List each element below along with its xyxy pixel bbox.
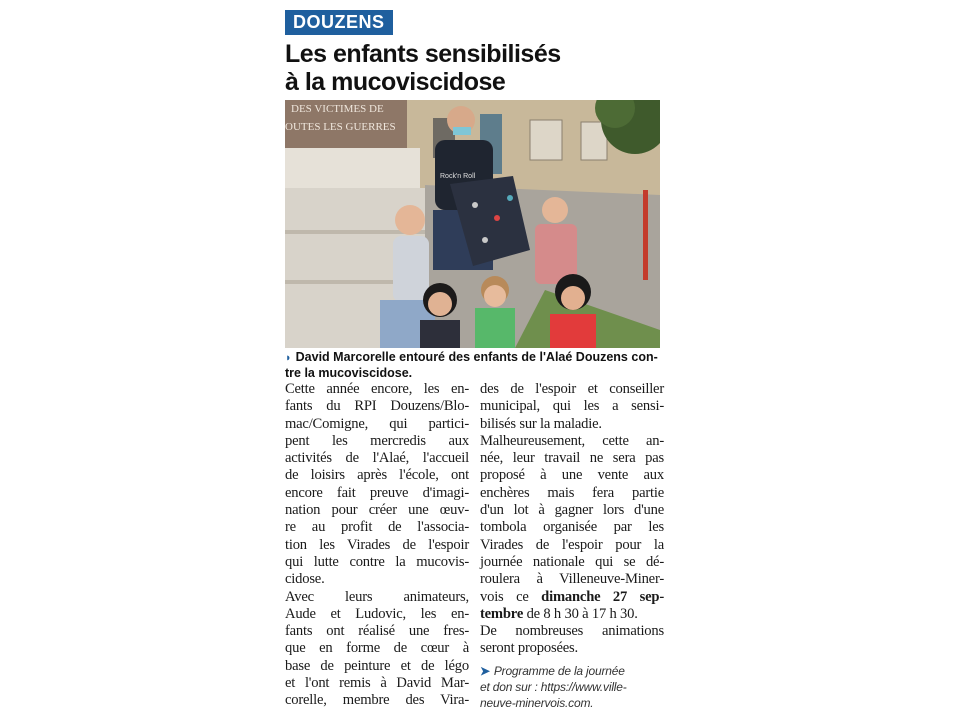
text-line: municipal, qui les a sensi- [480, 398, 664, 415]
link-line: et don sur : https://www.ville- [480, 679, 627, 694]
text-line: tion les Virades de l'espoir [285, 536, 469, 553]
text-line: seront proposées. [480, 640, 578, 657]
sign-text: OUTES LES GUERRES [285, 121, 396, 133]
text-line [480, 589, 664, 606]
text-line: fants ont réalisé une fres- [285, 623, 469, 640]
event-date: tembre [480, 605, 524, 622]
event-date: dimanche 27 sep- [541, 588, 664, 605]
photo-caption [285, 350, 663, 381]
text-line: journée nationale qui se dé- [480, 553, 664, 570]
text-line: que en forme de cœur à [285, 640, 469, 657]
caption-line: tre la mucoviscidose. [285, 366, 413, 380]
text-line: de loisirs après l'école, ont [285, 467, 469, 484]
caption-line [285, 350, 663, 366]
sign-text: DES VICTIMES DE [291, 103, 384, 115]
headline [285, 40, 665, 96]
text-line: et l'ont remis à David Mar- [285, 675, 469, 692]
article-column-1 [285, 381, 469, 710]
caption-arrow-icon: ◗ [285, 352, 292, 364]
headline-line: à la mucoviscidose [285, 68, 506, 96]
text-line: base de peinture et de légo [285, 657, 469, 674]
text-fragment: vois ce [480, 588, 529, 605]
event-hours: de 8 h 30 à 17 h 30. [526, 605, 638, 622]
text-line: d'un lot à gagner lors d'une [480, 502, 664, 519]
text-line: cidose. [285, 571, 325, 588]
text-line: née, leur travail ne sera pas [480, 450, 664, 467]
section-tag: DOUZENS [285, 10, 393, 35]
text-line: mac/Comigne, qui partici- [285, 415, 469, 432]
shirt-text: Rock'n Roll [440, 173, 476, 180]
text-line: fants du RPI Douzens/Blo- [285, 398, 469, 415]
text-line: Aude et Ludovic, les en- [285, 605, 469, 622]
caption-text: David Marcorelle entouré des enfants de l'Alaé Douzens con- [295, 350, 658, 364]
program-link-block [480, 663, 664, 711]
arrow-right-icon: ➤ [480, 663, 490, 678]
text-line: pent les mercredis aux [285, 432, 469, 449]
text-line: encore fait preuve d'imagi- [285, 484, 469, 501]
article-photo [285, 100, 660, 348]
text-line: des de l'espoir et conseiller [480, 381, 664, 397]
text-line: activités de l'Alaé, l'accueil [285, 450, 469, 467]
text-line: enchères mais fera partie [480, 484, 664, 501]
headline-line: Les enfants sensibilisés [285, 40, 561, 68]
text-line: De nombreuses animations [480, 623, 664, 640]
text-line: tombola organisée par les [480, 519, 664, 536]
text-line: Avec leurs animateurs, [285, 588, 469, 605]
text-line: roulera à Villeneuve-Miner- [480, 571, 664, 588]
text-line: Malheureusement, cette an- [480, 432, 664, 449]
text-line [480, 606, 664, 623]
link-text: Programme de la journée [493, 663, 625, 678]
text-line: qui lutte contre la mucovis- [285, 553, 469, 570]
link-line [480, 663, 664, 679]
article-column-2 [480, 381, 664, 711]
text-line: proposé à une vente aux [480, 467, 664, 484]
text-line: bilisés sur la maladie. [480, 415, 602, 432]
text-line: Virades de l'espoir pour la [480, 536, 664, 553]
text-line: Cette année encore, les en- [285, 381, 469, 397]
text-line: corelle, membre des Vira- [285, 692, 469, 709]
link-line: neuve-minervois.com. [480, 695, 594, 710]
text-line: re au profit de l'associa- [285, 519, 469, 536]
text-line: nation pour créer une œuv- [285, 502, 469, 519]
